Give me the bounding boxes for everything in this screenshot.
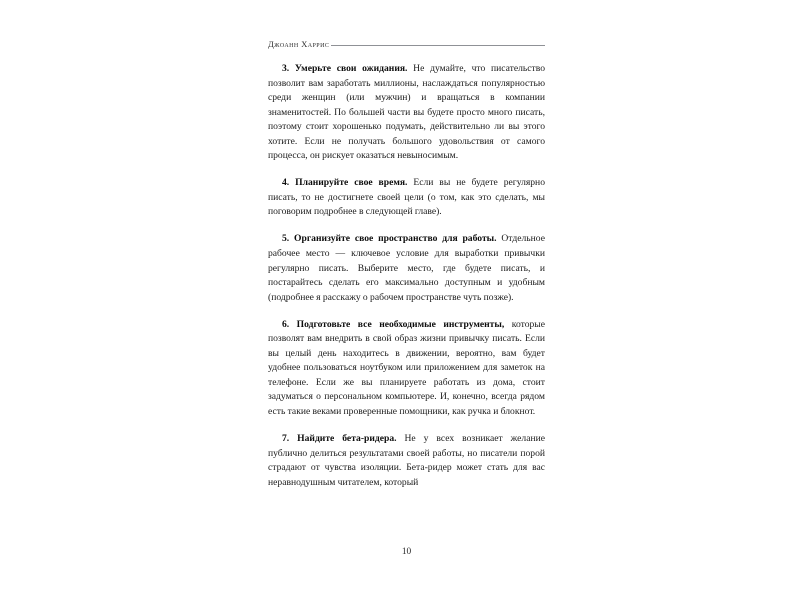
paragraph-lead: 4. Планируйте свое время. — [282, 177, 408, 189]
paragraph-text: Не думайте, что писательство позволит вам заработать миллионы, наслаждаться популярностью среди женщин (или мужчин) и вращаться в компании знаменитостей. По большей части вы будете просто много писать, поэтому стоит хорошенько подумать, действительно ли вы этого хотите. Если не получать большого удовольствия от самого процесса, он рискует оказаться невыносимым. — [268, 63, 545, 162]
running-head-rule — [331, 45, 545, 46]
paragraph-item-7 — [268, 432, 545, 490]
body-text-column — [268, 62, 545, 490]
paragraph-text: Не у всех возникает желание публично делиться результатами своей работы, но писатели порой страдают от чувства изоляции. Бета-ридер может стать для вас неравнодушным читателем, который — [268, 433, 545, 488]
paragraph-lead: 5. Организуйте свое пространство для работы. — [282, 233, 497, 245]
paragraph-lead: 3. Умерьте свои ожидания. — [282, 63, 408, 74]
page-number: 10 — [401, 547, 412, 557]
running-head — [268, 40, 545, 50]
paragraph-lead: 6. Подготовьте все необходимые инструменты, — [282, 318, 505, 330]
paragraph-text: Если вы не будете регулярно писать, то не достигнете своей цели (о том, как это сделать, мы поговорим подробнее в следующей главе). — [268, 177, 545, 218]
paragraph-item-3 — [268, 62, 545, 164]
paragraph-item-6 — [268, 318, 545, 420]
paragraph-text: Отдельное рабочее место — ключевое условие для выработки привычки регулярно писать. Выберите место, где будете писать, и постарайтесь сделать его максимально доступным и удобным (подробнее я расскажу о рабочем пространстве чуть позже). — [268, 233, 545, 303]
paragraph-text: которые позволят вам внедрить в свой образ жизни привычку писать. Если вы целый день находитесь в движении, вероятно, вам будет удобнее пользоваться ноутбуком или приложением для заметок на телефоне. Если же вы планируете работать из дома, стоит задуматься о персональном компьютере. И, конечно, всегда рядом есть такие веками проверенные помощники, как ручка и блокнот. — [268, 318, 545, 417]
paragraph-item-4 — [268, 176, 545, 220]
running-head-author: Джоанн Харрис — [268, 40, 330, 49]
paragraph-item-5 — [268, 232, 545, 305]
paragraph-lead: 7. Найдите бета-ридера. — [282, 433, 397, 445]
